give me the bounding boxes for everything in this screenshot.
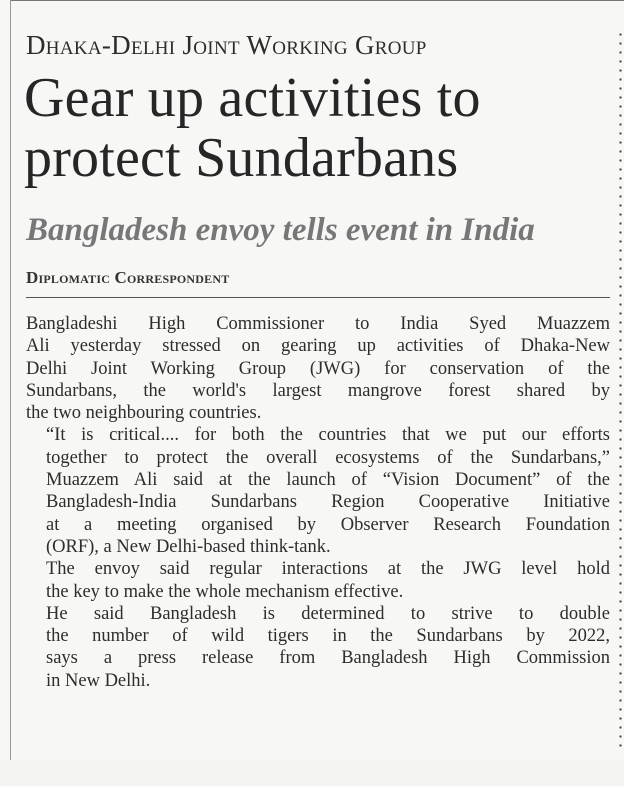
- text-line: Delhi Joint Working Group (JWG) for conservation of the: [26, 358, 610, 379]
- top-border-rule: [10, 0, 624, 1]
- text-line: Ali yesterday stressed on gearing up activities of Dhaka-New: [26, 336, 610, 357]
- article-body: [26, 313, 610, 692]
- text-line: Sundarbans, the world's largest mangrove forest shared by: [26, 380, 610, 401]
- byline-rule: [26, 297, 610, 298]
- text-line: Bangladesh-India Sundarbans Region Cooperative Initiative: [46, 492, 610, 513]
- paragraph: [26, 603, 610, 692]
- paragraph: [26, 313, 610, 424]
- headline-line: Gear up activities to: [24, 67, 481, 129]
- text-line: Bangladeshi High Commissioner to India Syed Muazzem: [26, 314, 610, 334]
- text-line: “It is critical.... for both the countries that we put our efforts: [46, 425, 610, 446]
- headline-line: protect Sundarbans: [24, 127, 459, 189]
- headline: [24, 68, 616, 188]
- text-line: together to protect the overall ecosystems of the Sundarbans,”: [46, 447, 610, 468]
- text-line: the two neighbouring countries.: [26, 403, 262, 424]
- text-line: the number of wild tigers in the Sundarbans by 2022,: [46, 626, 610, 647]
- kicker: Dhaka-Delhi Joint Working Group: [26, 30, 427, 60]
- byline: Diplomatic Correspondent: [26, 268, 230, 287]
- text-line: at a meeting organised by Observer Research Foundation: [46, 514, 610, 535]
- column-rule-left: [10, 0, 11, 760]
- text-line: in New Delhi.: [46, 670, 151, 691]
- text-line: the key to make the whole mechanism effective.: [46, 581, 404, 602]
- text-line: He said Bangladesh is determined to strive to double: [46, 603, 610, 624]
- text-line: The envoy said regular interactions at the JWG level hold: [46, 559, 610, 580]
- text-line: Muazzem Ali said at the launch of “Vision Document” of the: [46, 470, 610, 491]
- text-line: says a press release from Bangladesh High Commission: [46, 648, 610, 669]
- paragraph: [26, 558, 610, 603]
- text-line: (ORF), a New Delhi-based think-tank.: [46, 536, 331, 557]
- paragraph: [26, 424, 610, 558]
- column-rule-right-dotted: [619, 30, 622, 750]
- subheadline: Bangladesh envoy tells event in India: [26, 212, 535, 248]
